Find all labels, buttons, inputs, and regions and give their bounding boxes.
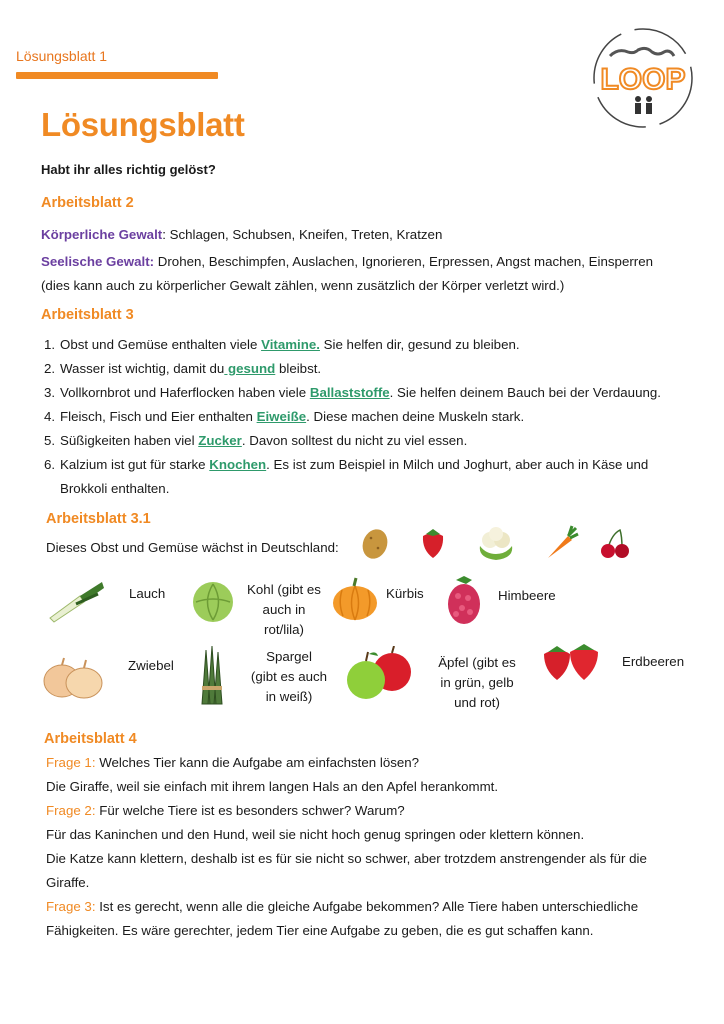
q1-label: Frage 1: xyxy=(46,755,96,770)
ab4-a2a: Für das Kaninchen und den Hund, weil sie nicht hoch genug springen oder klettern können. xyxy=(46,827,585,842)
header-label: Lösungsblatt 1 xyxy=(16,48,108,64)
seele-text: Drohen, Beschimpfen, Auslachen, Ignorieren, Erpressen, Angst machen, Einsperren xyxy=(154,254,653,269)
item-text: Kalzium ist gut für starke xyxy=(60,457,210,472)
item-text: . Es ist zum Beispiel in Milch und Joghurt, aber auch in Käse und Brokkoli enthalten. xyxy=(60,457,649,496)
asparagus-icon xyxy=(194,642,228,708)
item-text: bleibst. xyxy=(275,361,322,376)
item-answer: Ballaststoffe xyxy=(309,385,390,400)
q1-text: Welches Tier kann die Aufgabe am einfachsten lösen? xyxy=(95,755,420,770)
list-item xyxy=(44,405,694,429)
q3-label: Frage 3: xyxy=(46,899,96,914)
ab4-q1 xyxy=(46,753,419,773)
label-spargel-line: Spargel xyxy=(266,649,312,664)
item-text: Wasser ist wichtig, damit du xyxy=(60,361,225,376)
q2-label: Frage 2: xyxy=(46,803,96,818)
koerper-label: Körperliche Gewalt xyxy=(41,227,163,242)
item-text: Obst und Gemüse enthalten viele xyxy=(60,337,262,352)
item-answer: Zucker xyxy=(198,433,242,448)
item-answer: Vitamine. xyxy=(261,337,320,352)
item-number: 4. xyxy=(44,409,56,424)
item-text: Süßigkeiten haben viel xyxy=(60,433,199,448)
strawberries-icon xyxy=(540,640,602,684)
ab3-list xyxy=(44,333,694,501)
label-kuerbis: Kürbis xyxy=(386,586,424,601)
item-number: 6. xyxy=(44,457,56,472)
item-number: 1. xyxy=(44,337,56,352)
ab31-heading: Arbeitsblatt 3.1 xyxy=(46,511,151,527)
list-item xyxy=(44,453,694,501)
item-answer: Knochen xyxy=(209,457,267,472)
onion-icon xyxy=(40,654,106,700)
strawberry-icon xyxy=(418,526,448,560)
item-text: . Sie helfen deinem Bauch bei der Verdauung. xyxy=(389,385,661,400)
item-text: Sie helfen dir, gesund zu bleiben. xyxy=(319,337,520,352)
item-number: 2. xyxy=(44,361,56,376)
loop-logo xyxy=(588,26,698,130)
item-text: . Davon solltest du nicht zu viel essen. xyxy=(241,433,468,448)
page-title: Lösungsblatt xyxy=(41,106,245,143)
label-himbeere: Himbeere xyxy=(498,588,556,603)
ab3-heading: Arbeitsblatt 3 xyxy=(41,307,134,323)
ab2-note: (dies kann auch zu körperlicher Gewalt zählen, wenn zusätzlich der Körper verletzt wird.) xyxy=(41,278,565,293)
label-zwiebel: Zwiebel xyxy=(128,658,174,673)
label-kohl-line: rot/lila) xyxy=(264,622,304,637)
subtitle: Habt ihr alles richtig gelöst? xyxy=(41,162,216,177)
ab4-a3: Fähigkeiten. Es wäre gerechter, jedem Tier eine Aufgabe zu geben, die es gut schaffen kann. xyxy=(46,923,594,938)
label-aepfel-line: in grün, gelb xyxy=(440,675,514,690)
list-item xyxy=(44,429,694,453)
list-item xyxy=(44,381,694,405)
ab2-seele-line xyxy=(41,252,653,272)
ab31-intro: Dieses Obst und Gemüse wächst in Deutschland: xyxy=(46,540,339,555)
item-answer: Eiweiße xyxy=(256,409,307,424)
list-item xyxy=(44,357,694,381)
cabbage-icon xyxy=(190,578,236,624)
potato-icon xyxy=(358,526,392,562)
label-aepfel-line: Äpfel (gibt es xyxy=(438,655,516,670)
carrot-icon xyxy=(542,524,580,562)
label-kohl-line: auch in xyxy=(262,602,306,617)
ab4-a2c: Giraffe. xyxy=(46,875,90,890)
label-spargel-line: (gibt es auch xyxy=(250,669,328,684)
seele-label: Seelische Gewalt: xyxy=(41,254,155,269)
label-kohl xyxy=(240,580,328,640)
item-text: Fleisch, Fisch und Eier enthalten xyxy=(60,409,257,424)
ab4-a2b: Die Katze kann klettern, deshalb ist es für sie nicht so schwer, aber trotzdem anstrengender als für die xyxy=(46,851,647,866)
ab2-koerper-line xyxy=(41,225,442,245)
list-item xyxy=(44,333,694,357)
ab4-a1: Die Giraffe, weil sie einfach mit ihrem langen Hals an den Apfel herankommt. xyxy=(46,779,499,794)
leek-icon xyxy=(46,578,108,624)
item-text: . Diese machen deine Muskeln stark. xyxy=(306,409,525,424)
item-text: Vollkornbrot und Haferflocken haben viele xyxy=(60,385,310,400)
cherries-icon xyxy=(598,526,632,560)
raspberry-icon xyxy=(444,574,484,628)
label-kohl-line: Kohl (gibt es xyxy=(247,582,321,597)
label-lauch: Lauch xyxy=(129,586,166,601)
q3-text: Ist es gerecht, wenn alle die gleiche Aufgabe bekommen? Alle Tiere haben unterschiedliche xyxy=(95,899,639,914)
ab4-q3 xyxy=(46,897,638,917)
header-bar xyxy=(16,72,218,79)
ab4-heading: Arbeitsblatt 4 xyxy=(44,731,137,747)
pumpkin-icon xyxy=(330,576,380,622)
ab4-q2 xyxy=(46,801,405,821)
label-spargel xyxy=(244,647,334,707)
koerper-text: : Schlagen, Schubsen, Kneifen, Treten, Kratzen xyxy=(162,227,443,242)
item-number: 3. xyxy=(44,385,56,400)
logo-text: LOOP xyxy=(600,63,686,96)
label-aepfel-line: und rot) xyxy=(454,695,500,710)
label-spargel-line: in weiß) xyxy=(265,689,313,704)
cauliflower-icon xyxy=(476,524,516,562)
ab2-heading: Arbeitsblatt 2 xyxy=(41,195,134,211)
q2-text: Für welche Tiere ist es besonders schwer? Warum? xyxy=(95,803,405,818)
item-number: 5. xyxy=(44,433,56,448)
item-answer: gesund xyxy=(224,361,276,376)
label-aepfel xyxy=(434,653,520,713)
apples-icon xyxy=(344,646,414,704)
label-erdbeeren: Erdbeeren xyxy=(622,654,685,669)
